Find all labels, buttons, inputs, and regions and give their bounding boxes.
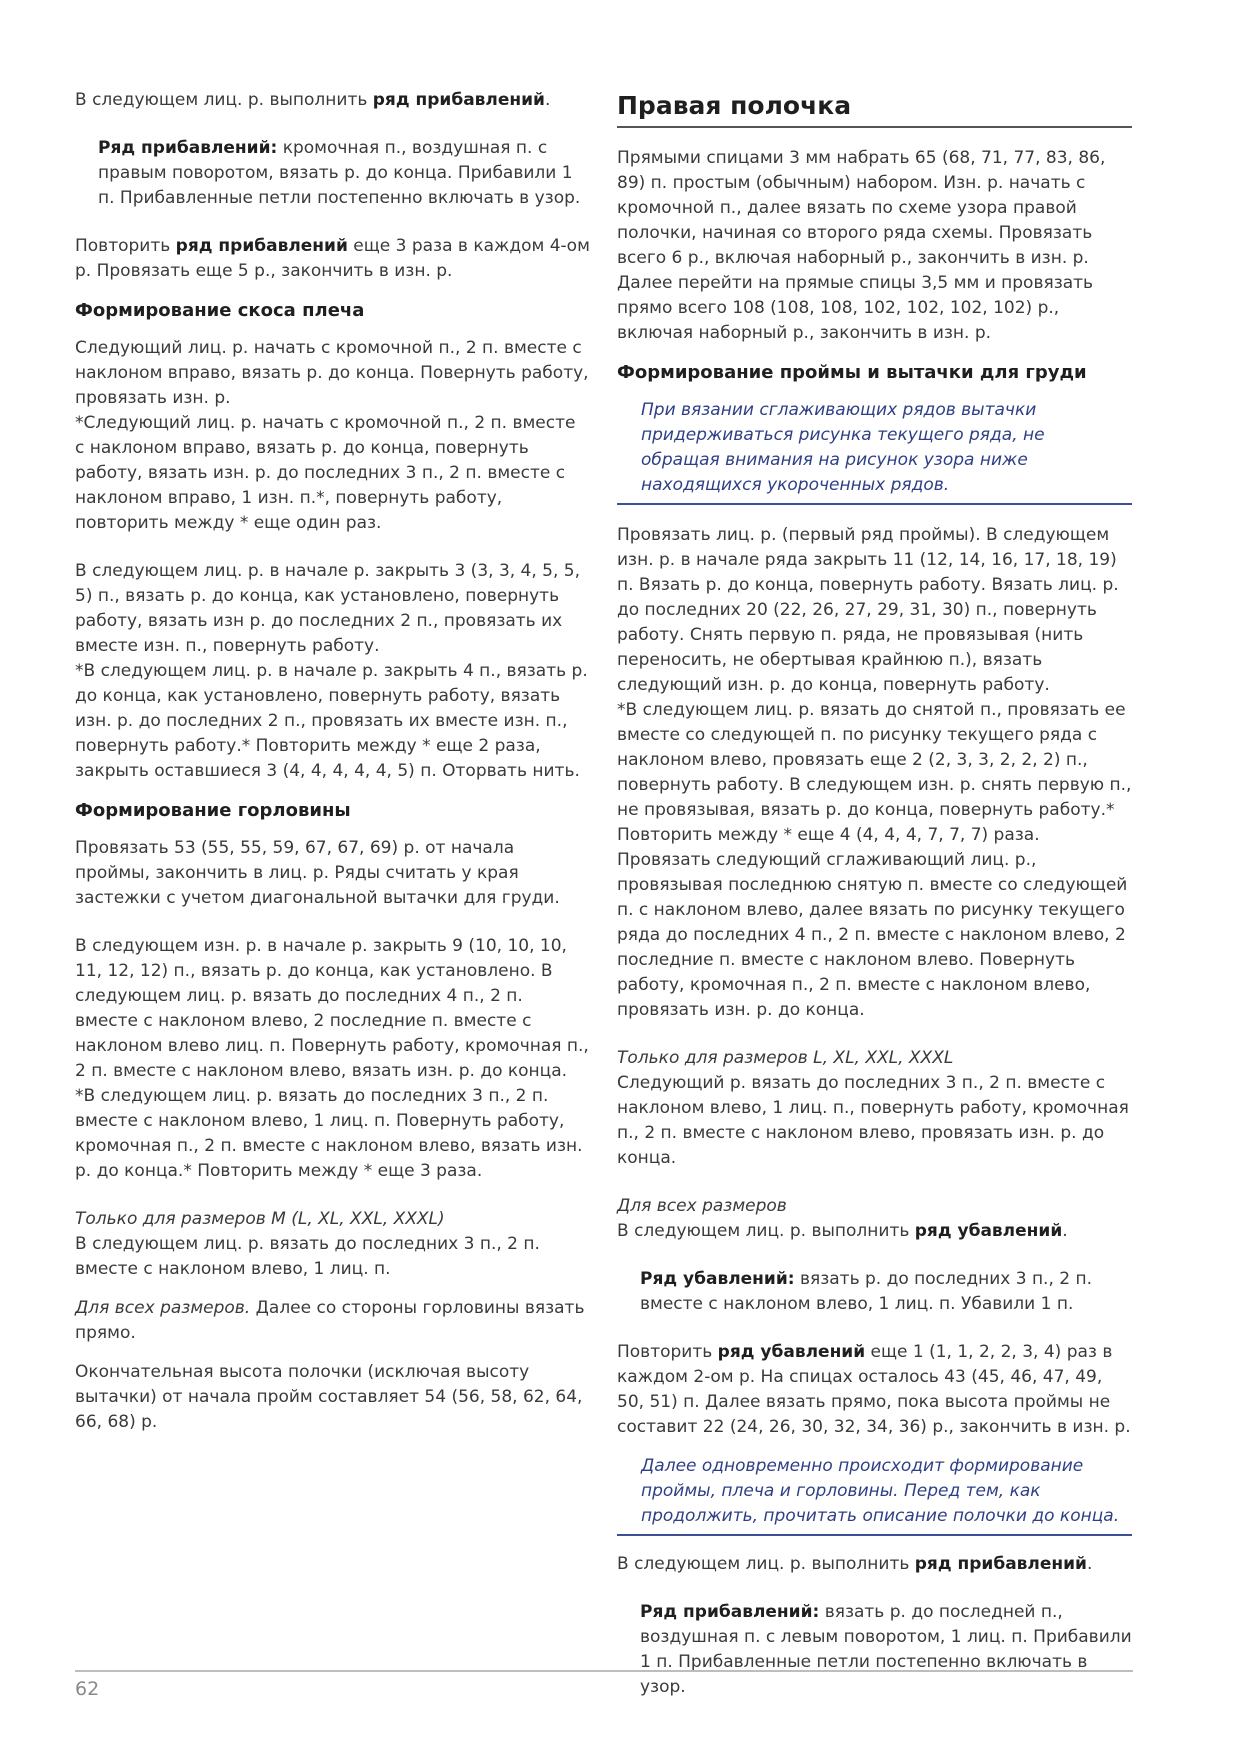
paragraph: Прямыми спицами 3 мм набрать 65 (68, 71, 77, 83, 86, 89) п. простым (обычным) набором. Изн. р. начать с кромочной п., далее вязать по схеме узора правой полочки, начиная со второго ряда схемы. Провязать всего 6 р., включая наборный р., закончить в изн. р. Далее перейти на прямые спицы 3,5 мм и провязать прямо всего 108 (108, 108, 102, 102, 102, 102) р., включая наборный р., закончить в изн. р.: [617, 148, 1106, 343]
left-column: [75, 88, 590, 1458]
footer-divider: [75, 1670, 1133, 1672]
paragraph: В следующем изн. р. в начале р. закрыть 9 (10, 10, 10, 11, 12, 12) п., вязать р. до конца, как установлено. В следующем лиц. р. вязать до последних 4 п., 2 п. вместе с наклоном влево, 2 последние п. вместе с наклоном влево лиц. п. Повернуть работу, кромочная п., 2 п. вместе с наклоном влево, вязать изн. р. до конца. *В следующем лиц. р. вязать до последних 3 п., 2 п. вместе с наклоном влево, 1 лиц. п. Повернуть работу, кромочная п., 2 п. вместе с наклоном влево, вязать изн. р. до конца.* Повторить между * еще 3 раза.: [75, 936, 589, 1181]
section-heading-shoulder: Формирование скоса плеча: [75, 300, 365, 321]
paragraph-block: В следующем лиц. р. в начале р. закрыть 3 (3, 3, 4, 5, 5, 5) п., вязать р. до конца, как установлено, повернуть работу, вязать изн р. до последних 2 п., провязать их вместе изн. п., повернуть работу. *В следующем лиц. р. в начале р. закрыть 4 п., вязать р. до конца, как установлено, повернуть работу, вязать изн. р. до последних 2 п., провязать их вместе изн. п., повернуть работу.* Повторить между * еще 2 раза, закрыть оставшиеся 3 (4, 4, 4, 4, 4, 5) п. Оторвать нить.: [75, 561, 588, 781]
increase-row-instruction: Ряд прибавлений: вязать р. до последней п., воздушная п. с левым поворотом, 1 лиц. п. Прибавили 1 п. Прибавленные петли постепенно включать в узор.: [640, 1602, 1132, 1697]
size-note: Только для размеров L, XL, XXL, XXXL: [617, 1048, 954, 1068]
section-title: Правая полочка: [617, 88, 1132, 128]
size-note: Для всех размеров: [617, 1196, 787, 1216]
paragraph: Провязать 53 (55, 55, 59, 67, 67, 69) р. от начала проймы, закончить в лиц. р. Ряды считать у края застежки с учетом диагональной вытачки для груди.: [75, 838, 560, 908]
note-callout: При вязании сглаживающих рядов вытачки придерживаться рисунка текущего ряда, не обращая внимания на рисунок узора ниже находящихся укороченных рядов.: [617, 398, 1132, 505]
paragraph-block: Провязать лиц. р. (первый ряд проймы). В следующем изн. р. в начале ряда закрыть 11 (12, 14, 16, 17, 18, 19) п. Вязать р. до конца, повернуть работу. Вязать лиц. р. до последних 20 (22, 26, 27, 29, 31, 30) п., повернуть работу. Снять первую п. ряда, не провязывая (нить переносить, не обертывая крайнюю п.), вязать следующий изн. р. до конца, повернуть работу. *В следующем лиц. р. вязать до снятой п., провязать ее вместе со следующей п. по рисунку текущего ряда с наклоном влево, провязать еще 2 (2, 3, 3, 2, 2, 2) п., повернуть работу. В следующем изн. р. снять первую п., не провязывая, вязать р. до конца, повернуть работу.* Повторить между * еще 4 (4, 4, 4, 7, 7, 7) раза. Провязать следующий сглаживающий лиц. р., провязывая последнюю снятую п. вместе со следующей п. с наклоном влево, далее вязать по рисунку текущего ряда до последних 4 п., 2 п. вместе с наклоном влево, 2 последние п. вместе с наклоном влево. Повернуть работу, кромочная п., 2 п. вместе с наклоном влево, провязать изн. р. до конца.: [617, 525, 1132, 1020]
right-column: [617, 88, 1132, 1723]
paragraph-block: Для всех размеров В следующем лиц. р. выполнить ряд убавлений.: [617, 1194, 1132, 1244]
increase-row-instruction: Ряд прибавлений: кромочная п., воздушная п. с правым поворотом, вязать р. до конца. Прибавили 1 п. Прибавленные петли постепенно включать в узор.: [98, 138, 581, 208]
section-heading-armhole: Формирование проймы и вытачки для груди: [617, 362, 1087, 383]
note-callout: Далее одновременно происходит формирование проймы, плеча и горловины. Перед тем, как продолжить, прочитать описание полочки до конца.: [617, 1454, 1132, 1536]
paragraph: Для всех размеров. Далее со стороны горловины вязать прямо.: [75, 1298, 585, 1343]
paragraph-block: Только для размеров M (L, XL, XXL, XXXL) В следующем лиц. р. вязать до последних 3 п., 2 п. вместе с наклоном влево, 1 лиц. п.: [75, 1207, 590, 1282]
paragraph-block: Следующий лиц. р. начать с кромочной п., 2 п. вместе с наклоном вправо, вязать р. до конца. Повернуть работу, провязать изн. р. *Следующий лиц. р. начать с кромочной п., 2 п. вместе с наклоном вправо, вязать р. до конца, повернуть работу, вязать изн. р. до последних 3 п., 2 п. вместе с наклоном вправо, 1 изн. п.*, повернуть работу, повторить между * еще один раз.: [75, 338, 589, 533]
paragraph: Окончательная высота полочки (исключая высоту вытачки) от начала пройм составляет 54 (56, 58, 62, 64, 66, 68) р.: [75, 1362, 583, 1432]
decrease-row-instruction: Ряд убавлений: вязать р. до последних 3 п., 2 п. вместе с наклоном влево, 1 лиц. п. Убавили 1 п.: [640, 1269, 1093, 1314]
section-heading-neckline: Формирование горловины: [75, 800, 351, 821]
paragraph: В следующем лиц. р. выполнить ряд прибавлений.: [75, 90, 551, 110]
paragraph: Повторить ряд прибавлений еще 3 раза в каждом 4-ом р. Провязать еще 5 р., закончить в изн. р.: [75, 236, 590, 281]
paragraph-block: Только для размеров L, XL, XXL, XXXL Следующий р. вязать до последних 3 п., 2 п. вместе с наклоном влево, 1 лиц. п., повернуть работу, кромочная п., 2 п. вместе с наклоном влево, провязать изн. р. до конца.: [617, 1046, 1132, 1171]
page-number: 62: [75, 1678, 100, 1700]
paragraph: Повторить ряд убавлений еще 1 (1, 1, 2, 2, 3, 4) раз в каждом 2-ом р. На спицах осталось 43 (45, 46, 47, 49, 50, 51) п. Далее вязать прямо, пока высота проймы не составит 22 (24, 26, 30, 32, 34, 36) р., закончить в изн. р.: [617, 1342, 1131, 1437]
size-note: Только для размеров M (L, XL, XXL, XXXL): [75, 1209, 445, 1229]
paragraph: В следующем лиц. р. выполнить ряд прибавлений.: [617, 1554, 1093, 1574]
